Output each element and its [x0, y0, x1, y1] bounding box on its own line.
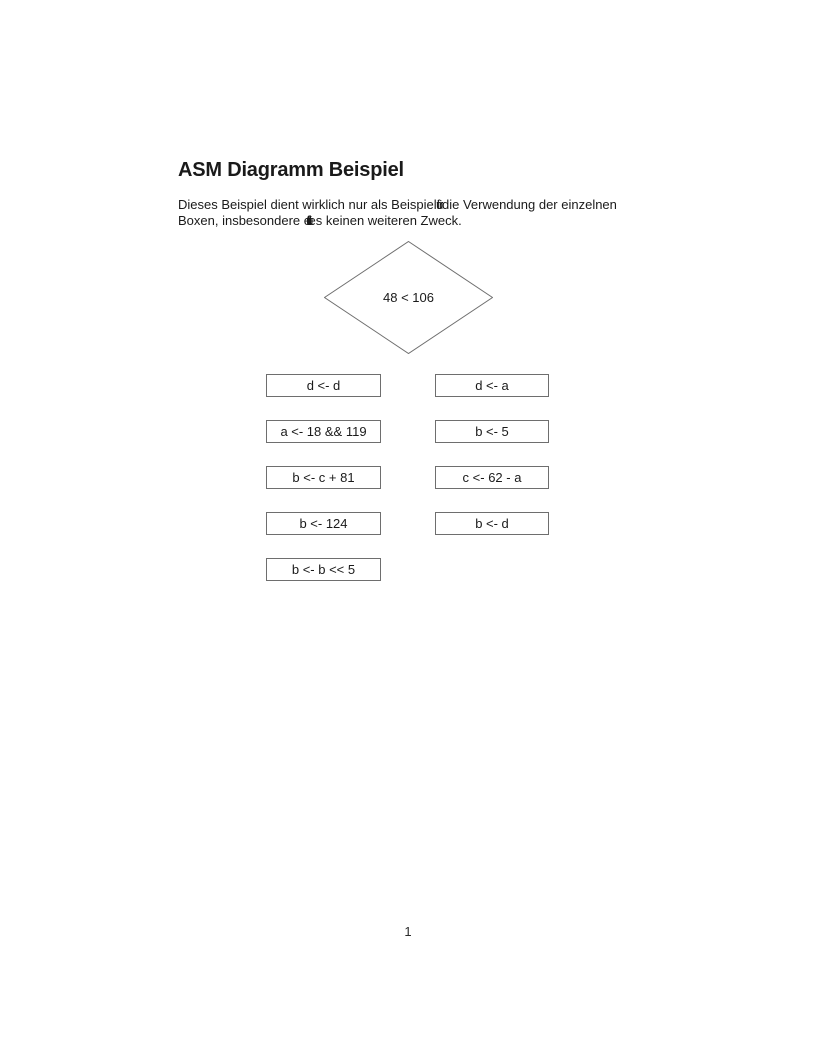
decision-condition-label: 48 < 106: [383, 290, 434, 305]
intro-line1-post-text: die Verwendung der einzelnen: [441, 197, 617, 212]
intro-line-1: [178, 197, 617, 213]
asm-box-right-3: c <- 62 - a: [435, 466, 549, 489]
intro-line-2: [178, 213, 617, 229]
asm-box-left-4: b <- 124: [266, 512, 381, 535]
intro-line2-glitch-word: erfüllt: [303, 213, 306, 228]
decision-diamond: [324, 241, 493, 354]
intro-paragraph: [178, 197, 617, 229]
asm-box-right-1: d <- a: [435, 374, 549, 397]
intro-line2-pre-text: Boxen, insbesondere: [178, 213, 304, 228]
intro-line1-glitch-word: für: [436, 197, 439, 212]
asm-box-left-3: b <- c + 81: [266, 466, 381, 489]
page-number: 1: [404, 924, 412, 939]
asm-box-left-1: d <- d: [266, 374, 381, 397]
intro-line1-pre-text: Dieses Beispiel dient wirklich nur als Beispiel: [178, 197, 437, 212]
intro-line2-post-text: es keinen weiteren Zweck.: [308, 213, 462, 228]
page-title: ASM Diagramm Beispiel: [178, 159, 404, 181]
asm-box-left-2: a <- 18 && 119: [266, 420, 381, 443]
asm-box-right-4: b <- d: [435, 512, 549, 535]
asm-box-right-2: b <- 5: [435, 420, 549, 443]
asm-box-left-5: b <- b << 5: [266, 558, 381, 581]
